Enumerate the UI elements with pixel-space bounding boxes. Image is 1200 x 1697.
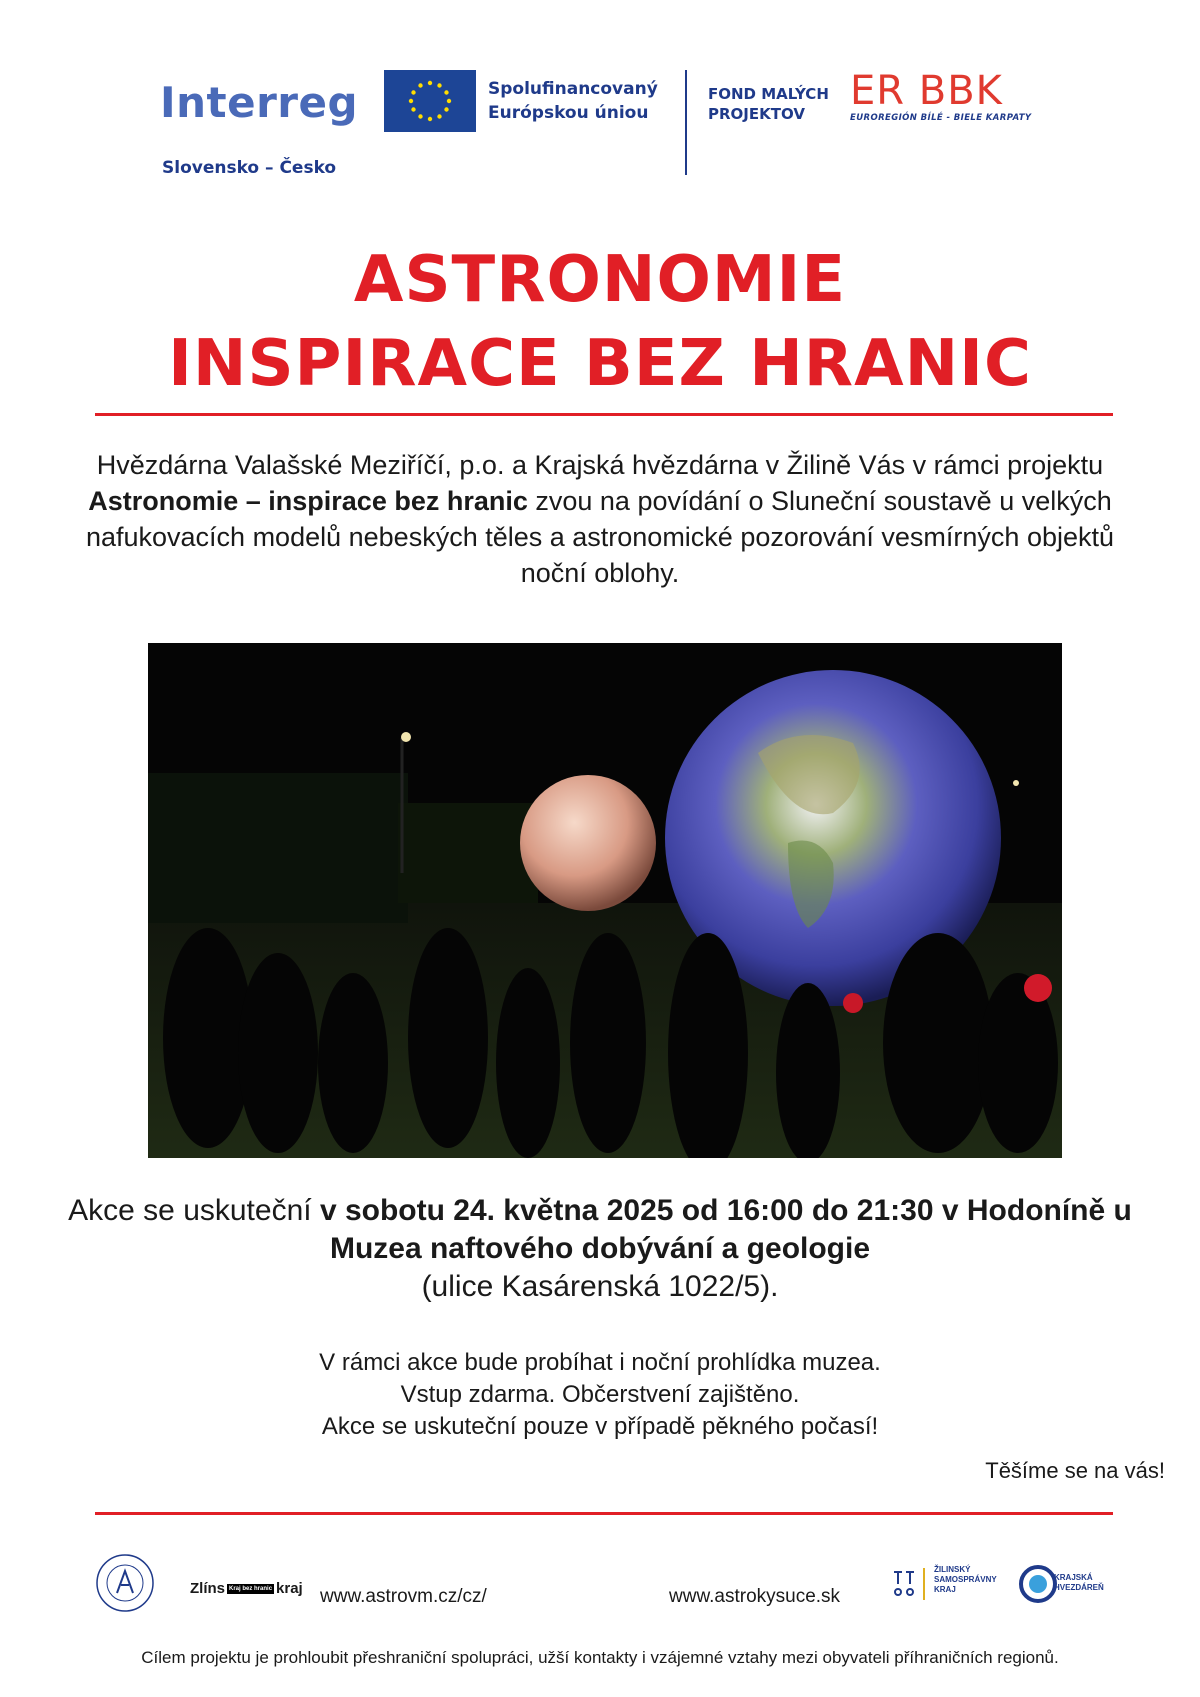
note-line: Akce se uskuteční pouze v případě pěkného počasí! [321, 1413, 879, 1440]
eu-line-1: Spolufinancovaný [488, 79, 658, 99]
project-goal-statement: Cílem projektu je prohloubit přeshraniční spolupráci, užší kontakty i vzájemné vztahy mezi obyvateli příhraničních regionů. [141, 1648, 1059, 1667]
page-title-line-2: INSPIRACE BEZ HRANIC [168, 327, 1032, 401]
zlin-left: Zlíns [190, 1580, 226, 1597]
note-line: V rámci akce bude probíhat i noční prohlídka muzea. [319, 1349, 881, 1376]
zlinsky-kraj-logo [190, 1580, 303, 1597]
event-details [60, 1192, 1140, 1306]
page-title-line-1: ASTRONOMIE [353, 243, 847, 317]
eu-line-2: Európskou úniou [488, 103, 649, 123]
zlin-right: kraj [276, 1580, 303, 1597]
eu-cofunded-text [488, 77, 658, 125]
krajska-hvezdaren-text [1054, 1573, 1104, 1593]
url-astrokysuce[interactable]: www.astrokysuce.sk [669, 1586, 841, 1607]
intro-paragraph [60, 447, 1140, 591]
event-date-place: v sobotu 24. května 2025 od 16:00 do 21:30 v Hodoníně u Muzea naftového dobývání a geologie [319, 1194, 1132, 1265]
interreg-region-label: Slovensko – Česko [162, 158, 337, 178]
kh-line: KRAJSKÁ [1054, 1573, 1093, 1582]
zlin-box: Kraj bez hranic [229, 1586, 273, 1593]
zsk-line: SAMOSPRÁVNY [934, 1575, 997, 1584]
kh-line: HVEZDÁREŇ [1054, 1583, 1104, 1592]
zsk-line: ŽILINSKÝ [934, 1565, 971, 1574]
event-photo [148, 643, 1062, 1158]
project-name: Astronomie – inspirace bez hranic [88, 486, 528, 516]
er-bbk-subtitle: EUROREGIÓN BÍLÉ - BIELE KARPATY [850, 113, 1032, 123]
zsk-line: KRAJ [934, 1585, 956, 1594]
greeting: Těšíme se na vás! [985, 1458, 1165, 1483]
fond-line-2: PROJEKTOV [708, 105, 805, 123]
footer-divider [95, 1512, 1113, 1515]
event-notes [60, 1347, 1140, 1443]
event-address: (ulice Kasárenská 1022/5). [421, 1270, 779, 1303]
eu-flag-icon [384, 70, 476, 132]
interreg-logo: Interreg [160, 78, 359, 127]
note-line: Vstup zdarma. Občerstvení zajištěno. [400, 1381, 800, 1408]
intro-text-start: Hvězdárna Valašské Meziříčí, p.o. a Krajská hvězdárna v Žilině Vás v rámci projektu [96, 450, 1104, 480]
er-bbk-logo: ER BBK [850, 68, 1003, 114]
event-lead: Akce se uskuteční [68, 1194, 320, 1227]
url-astrovm[interactable]: www.astrovm.cz/cz/ [320, 1586, 487, 1607]
intro-text-end: zvou na povídání o Sluneční soustavě u velkých nafukovacích modelů nebeských těles a astronomické pozorování vesmírných objektů noční oblohy. [85, 486, 1115, 588]
fond-line-1: FOND MALÝCH [708, 85, 829, 103]
hvezdarna-seal-icon [95, 1553, 155, 1613]
header-divider [685, 70, 687, 175]
title-divider [95, 413, 1113, 416]
zilinsky-kraj-text [934, 1565, 997, 1595]
fond-malych-projektov [708, 84, 829, 124]
